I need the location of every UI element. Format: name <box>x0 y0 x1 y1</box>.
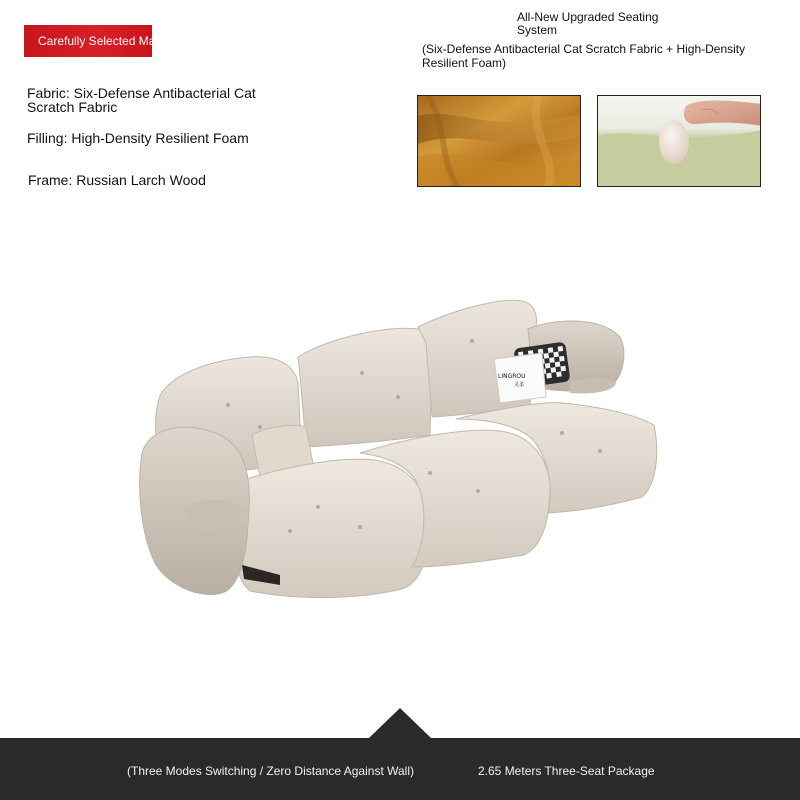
fabric-swatch-graphic <box>418 96 581 187</box>
sofa-graphic <box>130 285 670 630</box>
sofa-product-image <box>130 285 670 630</box>
footer-package-text: 2.65 Meters Three-Seat Package <box>478 764 655 778</box>
foam-swatch-image <box>597 95 761 187</box>
upgrade-description: (Six-Defense Antibacterial Cat Scratch Fabric + High-Density Resilient Foam) <box>422 42 746 70</box>
materials-badge-label: Carefully Selected Materials <box>38 34 188 48</box>
filling-spec: Filling: High-Density Resilient Foam <box>27 130 249 146</box>
pillow-brand-text: LINGROU <box>498 373 526 380</box>
fabric-swatch-image <box>417 95 581 187</box>
footer-modes-text: (Three Modes Switching / Zero Distance Against Wall) <box>127 764 414 778</box>
pointer-triangle <box>369 708 431 738</box>
frame-spec: Frame: Russian Larch Wood <box>28 172 206 188</box>
pillow-subtitle-text: 灵柔 <box>514 382 525 388</box>
materials-badge <box>24 25 188 57</box>
foam-swatch-graphic <box>598 96 761 187</box>
fabric-spec: Fabric: Six-Defense Antibacterial Cat Scratch Fabric <box>27 85 256 115</box>
upgrade-title: All-New Upgraded Seating System <box>517 10 659 37</box>
footer-bar <box>0 738 800 800</box>
